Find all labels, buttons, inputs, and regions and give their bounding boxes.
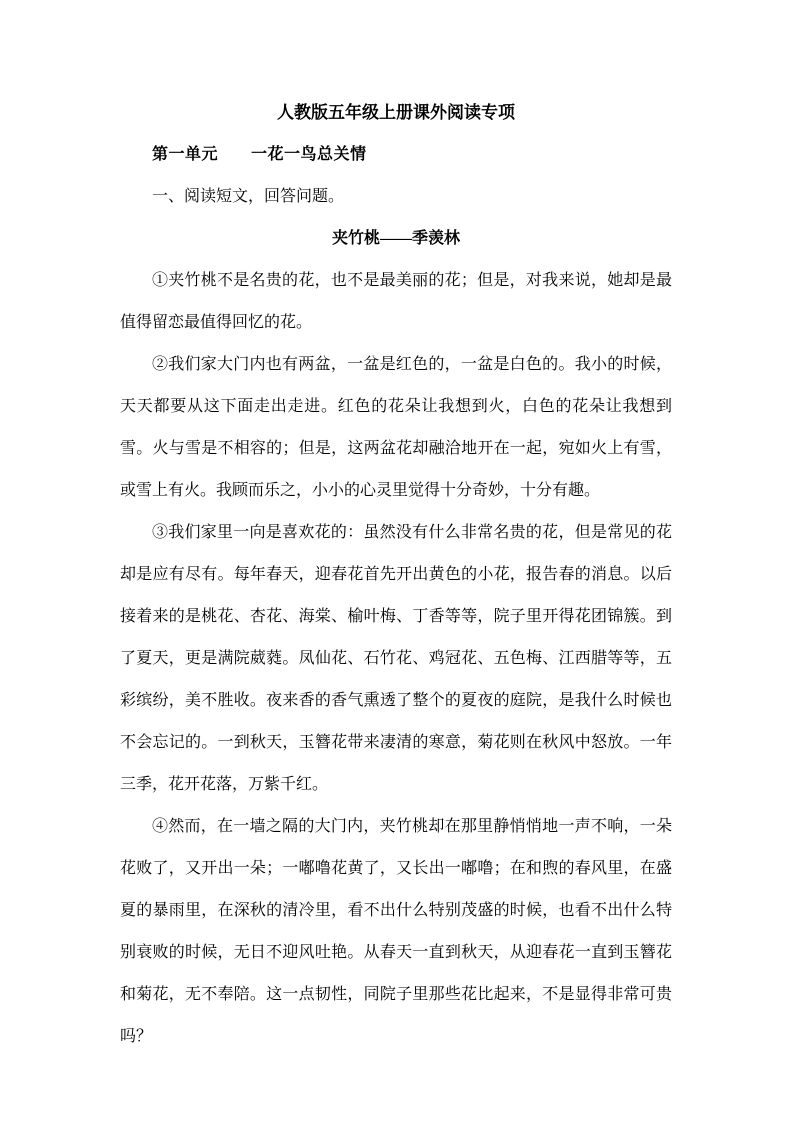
paragraph-2: ②我们家大门内也有两盆，一盆是红色的，一盆是白色的。我小的时候，天天都要从这下面走出走进。红色的花朵让我想到火，白色的花朵让我想到雪。火与雪是不相容的；但是，这两盆花却融洽地开在一起，宛如火上有雪，或雪上有火。我顾而乐之，小小的心灵里觉得十分奇妙，十分有趣。: [120, 356, 672, 499]
section-heading: 一、阅读短文，回答问题。: [152, 188, 345, 205]
paragraph-4: ④然而，在一墙之隔的大门内，夹竹桃却在那里静悄悄地一声不响，一朵花败了，又开出一朵；一嘟噜花黄了，又长出一嘟噜；在和煦的春风里，在盛夏的暴雨里，在深秋的清冷里，看不出什么特别茂盛的时候，也看不出什么特别衰败的时候，无日不迎风吐艳。从春天一直到秋天，从迎春花一直到玉簪花和菊花，无不奉陪。这一点韧性，同院子里那些花比起来，不是显得非常可贵吗？: [120, 818, 672, 1045]
unit-heading: 第一单元 一花一鸟总关情: [152, 146, 367, 163]
article-title: 夹竹桃——季羡林: [331, 230, 460, 247]
paragraph-1: ①夹竹桃不是名贵的花，也不是最美丽的花；但是，对我来说，她却是最值得留恋最值得回忆的花。: [120, 272, 672, 331]
page-title: 人教版五年级上册课外阅读专项: [277, 103, 515, 122]
paragraph-3: ③我们家里一向是喜欢花的：虽然没有什么非常名贵的花，但是常见的花却是应有尽有。每年春天，迎春花首先开出黄色的小花，报告春的消息。以后接着来的是桃花、杏花、海棠、榆叶梅、丁香等等，院子里开得花团锦簇。到了夏天，更是满院葳蕤。凤仙花、石竹花、鸡冠花、五色梅、江西腊等等，五彩缤纷，美不胜收。夜来香的香气熏透了整个的夏夜的庭院，是我什么时候也不会忘记的。一到秋天，玉簪花带来凄清的寒意，菊花则在秋风中怒放。一年三季，花开花落，万紫千红。: [120, 524, 672, 793]
